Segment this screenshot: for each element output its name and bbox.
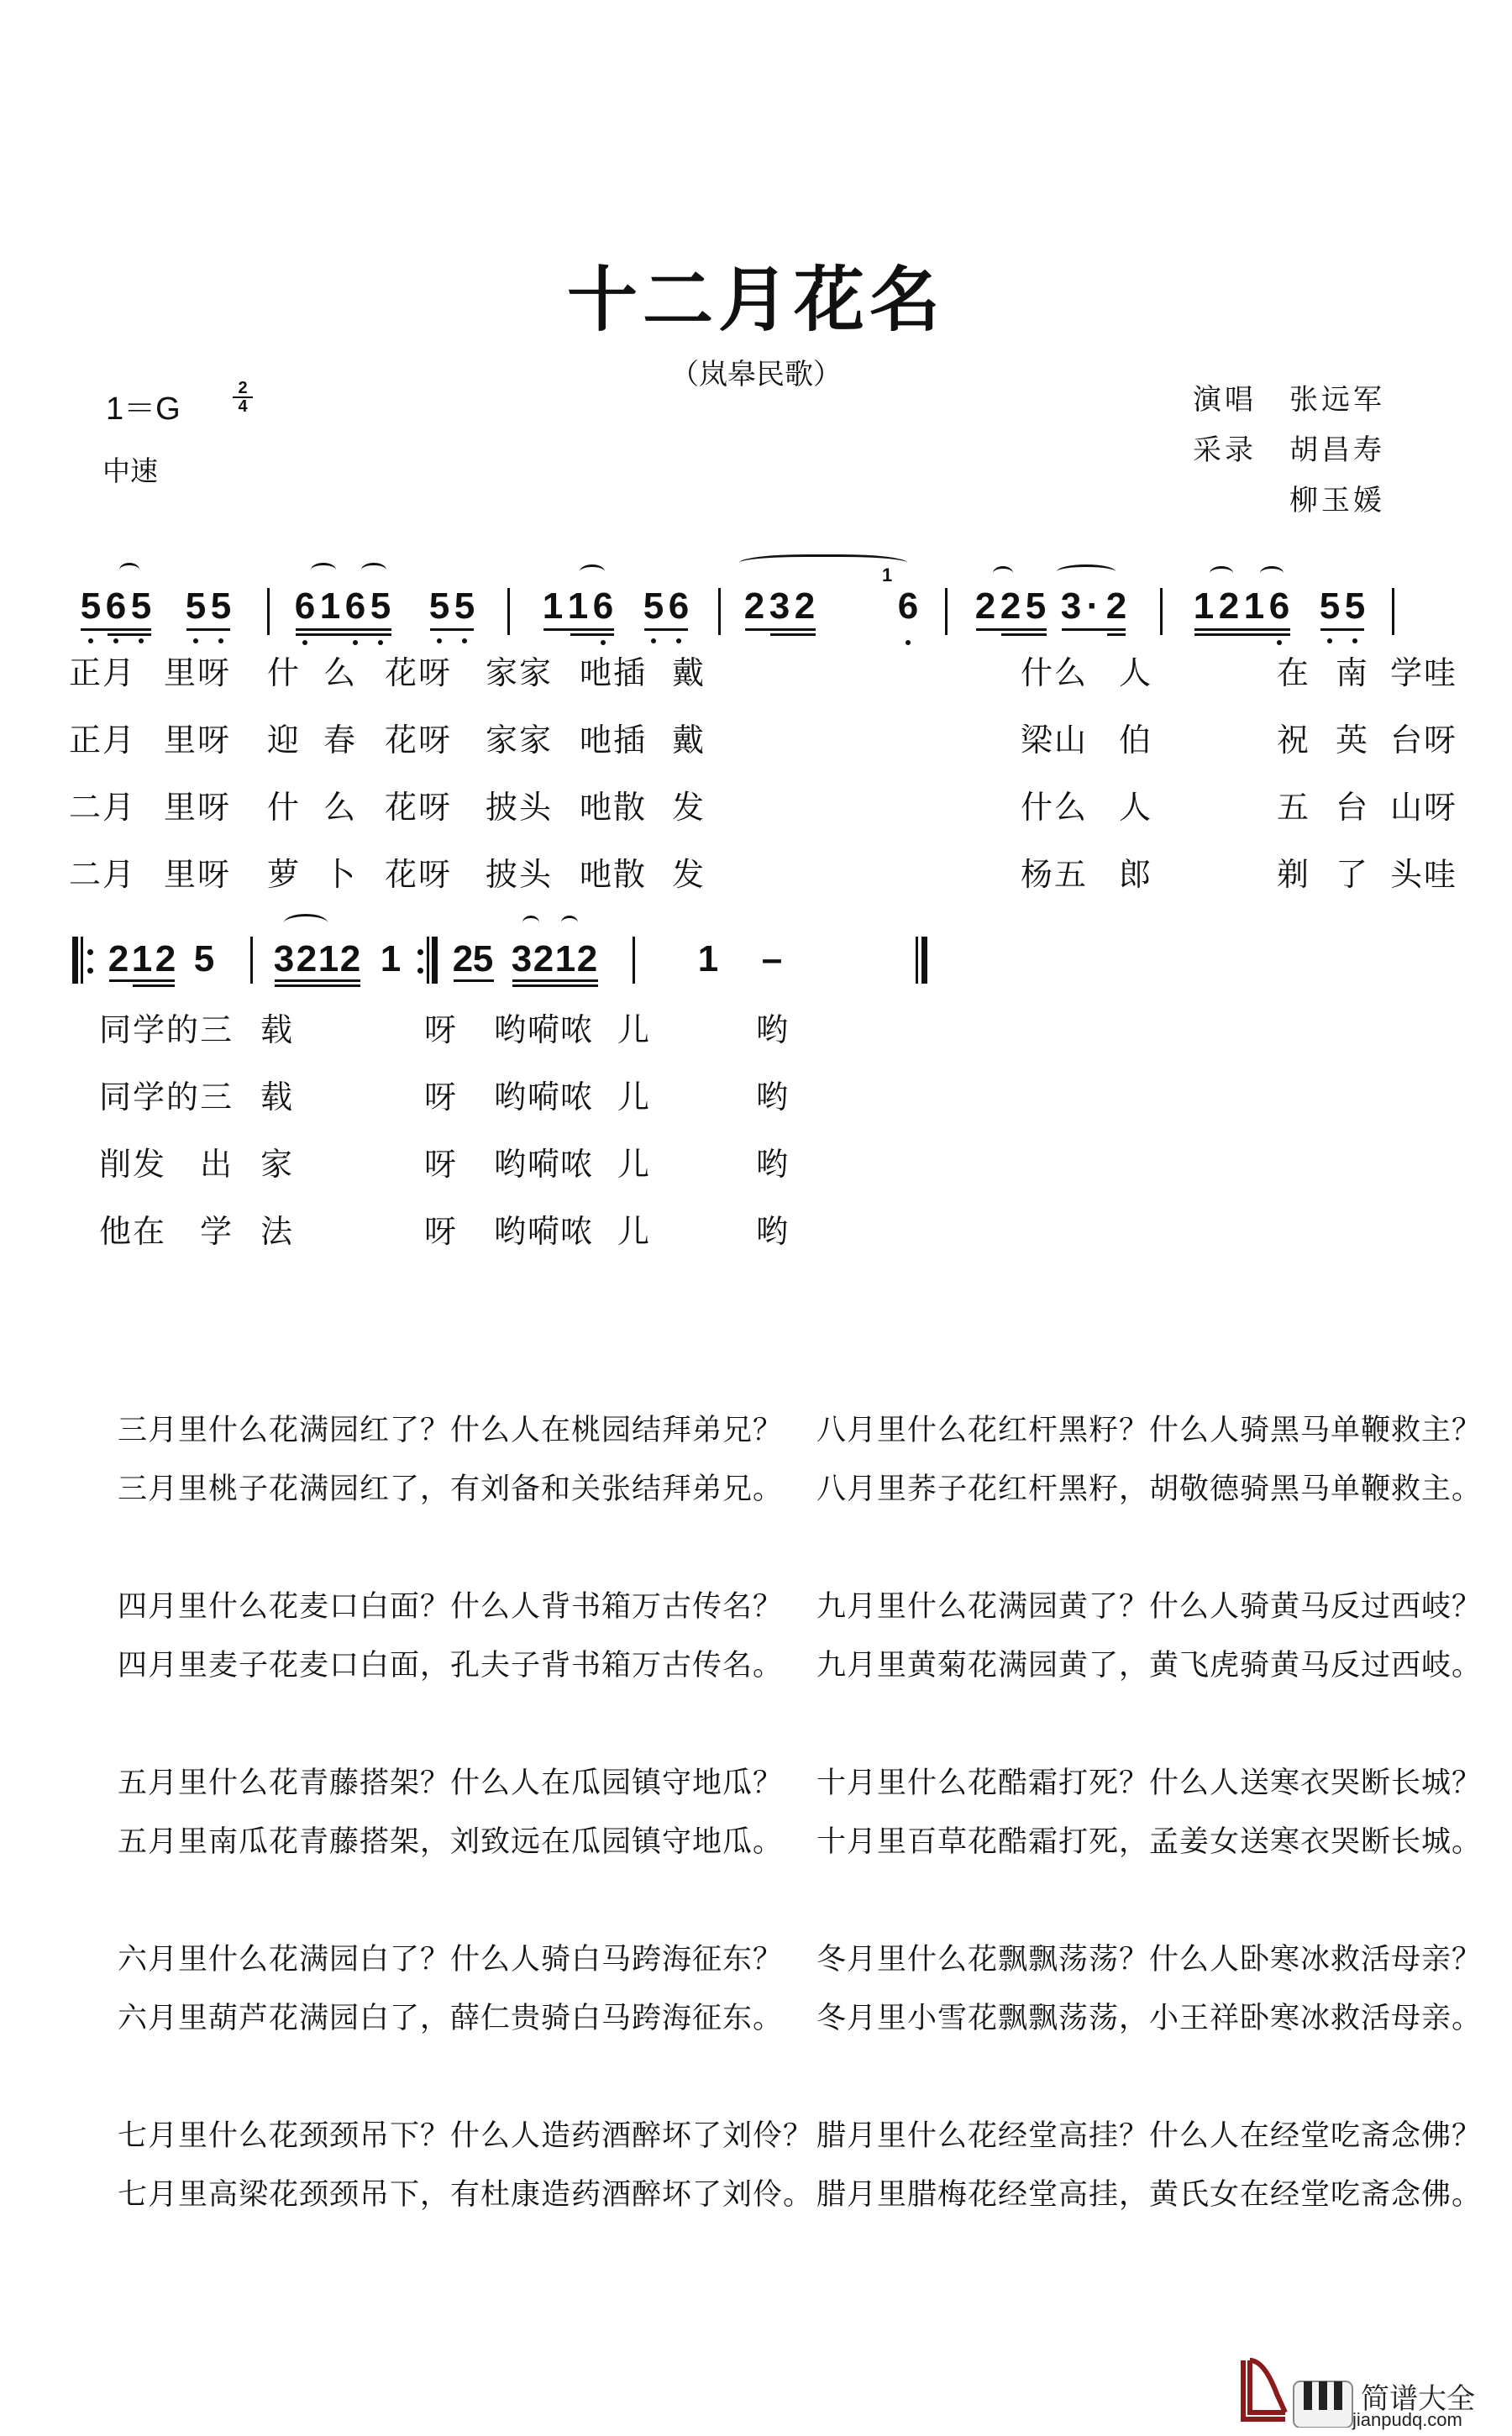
verse-question: 腊月里什么花经堂高挂？什么人在经堂吃斋念佛？ [816, 2119, 1483, 2153]
lyric: 同学的 [99, 1011, 201, 1048]
verse-answer: 冬月里小雪花飘飘荡荡，小王祥卧寒冰救活母亲。 [816, 2002, 1483, 2035]
beam [1062, 628, 1126, 631]
low-octave-dot [462, 638, 467, 643]
lyric: 载 [260, 1079, 295, 1116]
lyric: 二月 [69, 789, 137, 826]
lyric: 山呀 [1390, 789, 1458, 826]
lyric: 家家 [486, 722, 554, 759]
beam [570, 633, 614, 636]
lyric: 三 [200, 1011, 234, 1048]
note: 2 [743, 585, 765, 627]
note: 5 [185, 585, 207, 627]
lyric: 吔插 [580, 654, 648, 691]
lyric: 在 [1277, 654, 1311, 691]
barline [250, 937, 253, 984]
tempo-marking: 中速 [102, 454, 158, 487]
beam [296, 633, 391, 636]
watermark-brand: 简谱大全 [1361, 2382, 1475, 2416]
note: 5 [370, 585, 391, 627]
lyric: 什 [267, 654, 302, 691]
verse-question: 五月里什么花青藤搭架？什么人在瓜园镇守地瓜？ [118, 1767, 784, 1800]
lyric: 南 [1336, 654, 1370, 691]
lyric: 家家 [486, 654, 554, 691]
note: 2 [1218, 585, 1240, 627]
lyric: 哟 [756, 1146, 790, 1183]
repeat-dot [87, 968, 93, 974]
verse-question: 九月里什么花满园黄了？什么人骑黄马反过西岐？ [816, 1590, 1483, 1624]
verse-answer: 六月里葫芦花满园白了，薛仁贵骑白马跨海征东。 [118, 2002, 784, 2035]
barline [267, 588, 270, 635]
beam [543, 628, 614, 631]
lyric: 了 [1336, 856, 1370, 893]
verse-question: 十月里什么花酷霜打死？什么人送寒衣哭断长城？ [816, 1767, 1483, 1800]
lyric: 里呀 [164, 856, 232, 893]
note: 5 [428, 585, 450, 627]
credit-name-singer: 张远军 [1289, 383, 1385, 417]
note: 1 [318, 938, 339, 979]
lyric: 里呀 [164, 789, 232, 826]
beam [275, 984, 360, 987]
barline [633, 937, 635, 984]
note: 1 [542, 585, 564, 627]
beam [430, 628, 474, 631]
note: 1 [1193, 585, 1215, 627]
song-origin: （岚皋民歌） [670, 358, 842, 391]
note: 1 [380, 938, 402, 979]
lyric: 什么 [1021, 789, 1089, 826]
time-numerator: 2 [238, 379, 248, 397]
repeat-dot [417, 968, 423, 974]
lyric: 哟 [756, 1079, 790, 1116]
time-signature [233, 380, 253, 415]
low-octave-dot [601, 640, 606, 645]
beam [108, 633, 151, 636]
low-octave-dot [1327, 638, 1332, 643]
note: 5 [643, 585, 664, 627]
repeat-start-bar [72, 937, 78, 984]
final-bar-thin [916, 937, 918, 984]
note: 5 [210, 585, 232, 627]
note: 1 [1243, 585, 1265, 627]
note: 3 [1060, 585, 1082, 627]
lyric: 哝 [560, 1146, 595, 1183]
lyric: 同学的 [99, 1079, 201, 1116]
lyric: 台 [1336, 789, 1370, 826]
beam [644, 628, 688, 631]
beam [275, 979, 360, 982]
lyric: 哟嗬 [494, 1213, 562, 1250]
low-octave-dot [906, 640, 911, 645]
lyric: 哟 [756, 1011, 790, 1048]
beam [1194, 628, 1290, 631]
credit-role-recorder: 采录 [1193, 433, 1257, 467]
grace-note: 1 [882, 564, 893, 585]
note: 2 [452, 938, 474, 979]
time-denominator: 4 [233, 396, 253, 415]
note: 2 [1000, 585, 1021, 627]
low-octave-dot [651, 638, 656, 643]
note: 2 [296, 938, 318, 979]
note: 6 [294, 585, 316, 627]
note: 6 [1268, 585, 1290, 627]
lyric: 正月 [69, 654, 137, 691]
beam [770, 633, 816, 636]
verse-question: 冬月里什么花飘飘荡荡？什么人卧寒冰救活母亲？ [816, 1943, 1483, 1977]
note: 6 [592, 585, 614, 627]
note: 5 [1319, 585, 1341, 627]
lyric: 吔散 [580, 789, 648, 826]
lyric: 人 [1119, 654, 1153, 691]
final-bar [921, 937, 927, 984]
low-octave-dot [193, 638, 198, 643]
low-octave-dot [1352, 638, 1357, 643]
note: 5 [1025, 585, 1047, 627]
verse-answer: 五月里南瓜花青藤搭架，刘致远在瓜园镇守地瓜。 [118, 1825, 784, 1859]
low-octave-dot [139, 638, 144, 643]
watermark-logo [1226, 2344, 1504, 2428]
low-octave-dot [676, 638, 681, 643]
note: 1 [567, 585, 589, 627]
lyric: 花呀 [385, 789, 453, 826]
lyric: 哝 [560, 1079, 595, 1116]
slur [561, 916, 578, 930]
note: 3 [769, 585, 790, 627]
note: 6 [897, 585, 919, 627]
note: 2 [1105, 585, 1127, 627]
note: 1 [554, 938, 576, 979]
beam [745, 628, 816, 631]
note: 5 [1344, 585, 1366, 627]
beam [454, 979, 494, 982]
beam [1107, 633, 1126, 636]
beam [976, 628, 1047, 631]
note: 2 [974, 585, 996, 627]
lyric: 儿 [617, 1213, 652, 1250]
note: 2 [108, 938, 129, 979]
note: 1 [319, 585, 341, 627]
lyric: 哟 [756, 1213, 790, 1250]
note: 3 [511, 938, 533, 979]
lyric: 么 [323, 654, 358, 691]
lyric: 剃 [1277, 856, 1311, 893]
beam [1001, 633, 1047, 636]
lyric: 伯 [1119, 722, 1153, 759]
lyric: 萝 [267, 856, 302, 893]
note: 5 [454, 585, 475, 627]
beam [512, 979, 598, 982]
lyric: 花呀 [385, 722, 453, 759]
lyric: 戴 [672, 722, 706, 759]
lyric: 吔插 [580, 722, 648, 759]
lyric: 披头 [486, 789, 554, 826]
note: 5 [130, 585, 152, 627]
lyric: 呀 [424, 1011, 459, 1048]
key-signature: 1＝G [106, 391, 181, 427]
low-octave-dot [437, 638, 442, 643]
repeat-dot [417, 949, 423, 955]
barline [1160, 588, 1163, 635]
lyric: 么 [323, 789, 358, 826]
barline [718, 588, 721, 635]
note: 2 [533, 938, 554, 979]
beam [109, 979, 175, 982]
repeat-end-bar-thin [427, 937, 429, 984]
low-octave-dot [88, 638, 93, 643]
slur [993, 566, 1013, 580]
slur [522, 916, 539, 930]
slur [1260, 566, 1284, 580]
note: 1 [131, 938, 153, 979]
lyric: 台呀 [1390, 722, 1458, 759]
lyric: 三 [200, 1079, 234, 1116]
low-octave-dot [113, 638, 118, 643]
lyric: 哟嗬 [494, 1146, 562, 1183]
beam [81, 628, 151, 631]
lyric: 头哇 [1390, 856, 1458, 893]
note: 2 [794, 585, 816, 627]
lyric: 哟嗬 [494, 1079, 562, 1116]
lyric: 载 [260, 1011, 295, 1048]
song-title: 十二月花名 [566, 259, 945, 341]
note: 1 [697, 938, 719, 979]
verse-answer: 七月里高梁花颈颈吊下，有杜康造药酒醉坏了刘伶。 [118, 2178, 814, 2212]
lyric: 祝 [1277, 722, 1311, 759]
lyric: 迎 [267, 722, 302, 759]
slur [580, 564, 605, 579]
lyric: 人 [1119, 789, 1153, 826]
dot-note: · [1086, 585, 1100, 627]
repeat-end-bar [432, 937, 438, 984]
note: 6 [105, 585, 127, 627]
lyric: 梁山 [1021, 722, 1089, 759]
slur [311, 563, 336, 577]
repeat-start-bar-thin [81, 937, 83, 984]
lyric: 削发 [99, 1146, 167, 1183]
beam [512, 984, 598, 987]
low-octave-dot [302, 640, 307, 645]
lyric: 学 [200, 1213, 234, 1250]
note: 5 [472, 938, 494, 979]
lyric: 二月 [69, 856, 137, 893]
verse-answer: 九月里黄菊花满园黄了，黄飞虎骑黄马反过西岐。 [816, 1649, 1483, 1683]
repeat-dot [87, 949, 93, 955]
beam [1320, 628, 1364, 631]
verse-answer: 三月里桃子花满园红了，有刘备和关张结拜弟兄。 [118, 1473, 784, 1506]
lyric: 杨五 [1021, 856, 1089, 893]
lyric: 儿 [617, 1079, 652, 1116]
lyric: 郎 [1119, 856, 1153, 893]
lyric: 里呀 [164, 654, 232, 691]
credit-role-singer: 演唱 [1193, 383, 1257, 417]
lyric: 儿 [617, 1146, 652, 1183]
watermark-url: jianpudq.com [1352, 2409, 1462, 2430]
lyric: 卜 [323, 856, 358, 893]
lyric: 出 [200, 1146, 234, 1183]
lyric: 哟嗬 [494, 1011, 562, 1048]
credit-name-recorder-2: 柳玉媛 [1289, 484, 1385, 517]
slur [1057, 564, 1116, 579]
lyric: 披头 [486, 856, 554, 893]
note: 3 [273, 938, 295, 979]
note: 5 [193, 938, 215, 979]
lyric: 正月 [69, 722, 137, 759]
note: 6 [668, 585, 690, 627]
barline [507, 588, 510, 635]
lyric: 戴 [672, 654, 706, 691]
verse-answer: 四月里麦子花麦口白面，孔夫子背书箱万古传名。 [118, 1649, 784, 1683]
lyric: 呀 [424, 1146, 459, 1183]
lyric: 发 [672, 789, 706, 826]
note: 2 [155, 938, 176, 979]
low-octave-dot [218, 638, 223, 643]
slur [361, 563, 386, 577]
lyric: 呀 [424, 1213, 459, 1250]
slur [1210, 566, 1233, 580]
note: 2 [339, 938, 361, 979]
lyric: 法 [260, 1213, 295, 1250]
lyric: 英 [1336, 722, 1370, 759]
low-octave-dot [353, 640, 358, 645]
slur [284, 914, 328, 932]
low-octave-dot [1277, 640, 1282, 645]
lyric: 哝 [560, 1011, 595, 1048]
barline [1392, 588, 1394, 635]
beam [1194, 633, 1290, 636]
note: 2 [576, 938, 598, 979]
low-octave-dot [378, 640, 383, 645]
lyric: 五 [1277, 789, 1311, 826]
beam [186, 628, 230, 631]
lyric: 里呀 [164, 722, 232, 759]
credit-name-recorder-1: 胡昌寿 [1289, 433, 1385, 467]
lyric: 家 [260, 1146, 295, 1183]
lyric: 什么 [1021, 654, 1089, 691]
verse-answer: 腊月里腊梅花经堂高挂，黄氏女在经堂吃斋念佛。 [816, 2178, 1483, 2212]
verse-answer: 十月里百草花酷霜打死，孟姜女送寒衣哭断长城。 [816, 1825, 1483, 1859]
lyric: 学哇 [1390, 654, 1458, 691]
lyric: 吔散 [580, 856, 648, 893]
verse-question: 三月里什么花满园红了？什么人在桃园结拜弟兄？ [118, 1414, 784, 1447]
beam [296, 628, 391, 631]
note: 6 [344, 585, 366, 627]
beam [133, 984, 175, 987]
verse-question: 四月里什么花麦口白面？什么人背书箱万古传名？ [118, 1590, 784, 1624]
barline [945, 588, 948, 635]
lyric: 发 [672, 856, 706, 893]
verse-question: 七月里什么花颈颈吊下？什么人造药酒醉坏了刘伶？ [118, 2119, 814, 2153]
lyric: 他在 [99, 1213, 167, 1250]
lyric: 儿 [617, 1011, 652, 1048]
verse-answer: 八月里荞子花红杆黑籽，胡敬德骑黑马单鞭救主。 [816, 1473, 1483, 1506]
lyric: 什 [267, 789, 302, 826]
lyric: 呀 [424, 1079, 459, 1116]
lyric: 春 [323, 722, 358, 759]
lyric: 花呀 [385, 654, 453, 691]
note: 5 [80, 585, 102, 627]
slur [119, 563, 139, 577]
lyric: 花呀 [385, 856, 453, 893]
verse-question: 八月里什么花红杆黑籽？什么人骑黑马单鞭救主？ [816, 1414, 1483, 1447]
lyric: 哝 [560, 1213, 595, 1250]
dash: – [761, 938, 783, 979]
verse-question: 六月里什么花满园白了？什么人骑白马跨海征东？ [118, 1943, 784, 1977]
